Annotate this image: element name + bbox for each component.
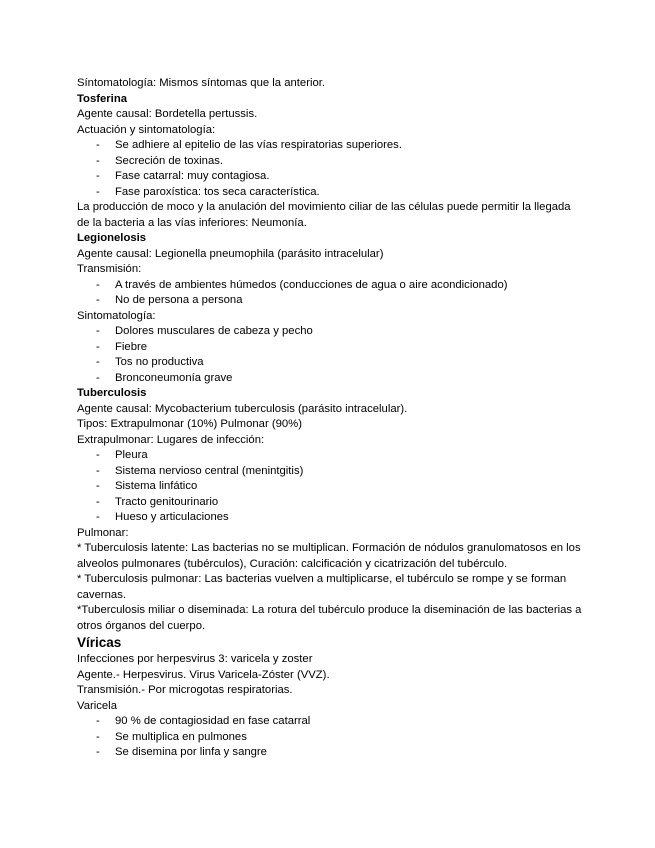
list-item-text: Se adhiere al epitelio de las vías respiratorias superiores. xyxy=(115,139,402,151)
dash-bullet: - xyxy=(96,480,100,492)
tuberculosis-agente: Agente causal: Mycobacterium tuberculosis (parásito intracelular). xyxy=(77,402,408,415)
list-item-text: Sistema linfático xyxy=(115,480,198,492)
legionelosis-heading: Legionelosis xyxy=(77,232,147,244)
list-item xyxy=(77,278,582,294)
intro-sintomatologia: Síntomatología: Mismos síntomas que la anterior. xyxy=(77,77,326,89)
viricas-heading: Víricas xyxy=(77,635,122,650)
dash-bullet: - xyxy=(96,746,100,758)
viricas-varicela-label: Varicela xyxy=(77,699,117,712)
list-item xyxy=(77,293,582,309)
tuberculosis-tipos: Tipos: Extrapulmonar (10%) Pulmonar (90%) xyxy=(77,418,302,430)
list-item xyxy=(77,324,582,340)
dash-bullet: - xyxy=(96,154,100,167)
viricas-agente: Agente.- Herpesvirus. Virus Varicela-Zóster (VVZ). xyxy=(77,668,330,681)
list-item-text: Dolores musculares de cabeza y pecho xyxy=(115,325,313,337)
dash-bullet: - xyxy=(96,511,100,523)
tuberculosis-latente: * Tuberculosis latente: Las bacterias no se multiplican. Formación de nódulos granulomatosos en los alveolos pulmonares (tubérculos), Curación: calcificación y cicatrización del tubérculo. xyxy=(77,542,581,570)
list-item xyxy=(77,730,582,746)
list-item-text: Secreción de toxinas. xyxy=(115,154,224,167)
dash-bullet: - xyxy=(96,449,100,461)
tosferina-agente: Agente causal: Bordetella pertussis. xyxy=(77,108,258,120)
dash-bullet: - xyxy=(96,371,100,384)
list-item xyxy=(77,510,582,526)
list-item xyxy=(77,355,582,371)
dash-bullet: - xyxy=(96,495,100,508)
list-item-text: Se multiplica en pulmones xyxy=(115,730,247,743)
list-item-text: No de persona a persona xyxy=(115,294,243,306)
list-item-text: Tracto genitourinario xyxy=(115,495,219,508)
list-item xyxy=(77,479,582,495)
dash-bullet: - xyxy=(96,715,100,727)
list-item xyxy=(77,371,582,387)
viricas-infecciones: Infecciones por herpesvirus 3: varicela y zoster xyxy=(77,653,313,665)
list-item xyxy=(77,714,582,730)
list-item-text: Fase catarral: muy contagiosa. xyxy=(115,170,270,182)
dash-bullet: - xyxy=(96,170,100,182)
list-item xyxy=(77,340,582,356)
list-item xyxy=(77,448,582,464)
list-item xyxy=(77,154,582,170)
dash-bullet: - xyxy=(96,139,100,151)
list-item xyxy=(77,745,582,761)
list-item-text: Fase paroxística: tos seca característica. xyxy=(115,185,320,198)
legionelosis-transmision-list xyxy=(77,278,582,309)
list-item xyxy=(77,185,582,201)
legionelosis-sintomatologia-list xyxy=(77,324,582,386)
list-item-text: 90 % de contagiosidad en fase catarral xyxy=(115,715,311,727)
list-item-text: Se disemina por linfa y sangre xyxy=(115,746,267,758)
dash-bullet: - xyxy=(96,730,100,743)
dash-bullet: - xyxy=(96,464,100,477)
list-item-text: Tos no productiva xyxy=(115,356,204,368)
list-item-text: Fiebre xyxy=(115,340,148,353)
dash-bullet: - xyxy=(96,340,100,353)
list-item-text: Bronconeumonía grave xyxy=(115,371,233,384)
tosferina-nota: La producción de moco y la anulación del movimiento ciliar de las células puede permitir la llegada de la bacteria a las vías inferiores: Neumonía. xyxy=(77,201,571,229)
list-item xyxy=(77,169,582,185)
list-item-text: Hueso y articulaciones xyxy=(115,511,229,523)
list-item-text: A través de ambientes húmedos (conducciones de agua o aire acondicionado) xyxy=(115,278,508,291)
dash-bullet: - xyxy=(96,325,100,337)
list-item xyxy=(77,495,582,511)
tuberculosis-pulmonar: * Tuberculosis pulmonar: Las bacterias vuelven a multiplicarse, el tubérculo se rompe y se forman cavernas. xyxy=(77,573,567,601)
dash-bullet: - xyxy=(96,294,100,306)
dash-bullet: - xyxy=(96,278,100,291)
tuberculosis-extrapulmonar-label: Extrapulmonar: Lugares de infección: xyxy=(77,433,265,446)
tuberculosis-miliar: *Tuberculosis miliar o diseminada: La rotura del tubérculo produce la diseminación de las bacterias a otros órganos del cuerpo. xyxy=(77,604,582,632)
document-page xyxy=(77,76,582,761)
list-item-text: Pleura xyxy=(115,449,148,461)
tosferina-heading: Tosferina xyxy=(77,92,128,105)
tosferina-list xyxy=(77,138,582,200)
legionelosis-transmision-label: Transmisión: xyxy=(77,263,142,275)
dash-bullet: - xyxy=(96,185,100,198)
tuberculosis-pulmonar-label: Pulmonar: xyxy=(77,526,129,539)
dash-bullet: - xyxy=(96,356,100,368)
tosferina-actuacion-label: Actuación y sintomatología: xyxy=(77,123,216,136)
tuberculosis-heading: Tuberculosis xyxy=(77,387,147,399)
list-item-text: Sistema nervioso central (menintgitis) xyxy=(115,464,304,477)
list-item xyxy=(77,464,582,480)
legionelosis-agente: Agente causal: Legionella pneumophila (parásito intracelular) xyxy=(77,247,384,260)
legionelosis-sintomatologia-label: Sintomatología: xyxy=(77,309,156,322)
viricas-transmision: Transmisión.- Por microgotas respiratorias. xyxy=(77,684,293,696)
list-item xyxy=(77,138,582,154)
viricas-varicela-list xyxy=(77,714,582,761)
tuberculosis-extrapulmonar-list xyxy=(77,448,582,526)
